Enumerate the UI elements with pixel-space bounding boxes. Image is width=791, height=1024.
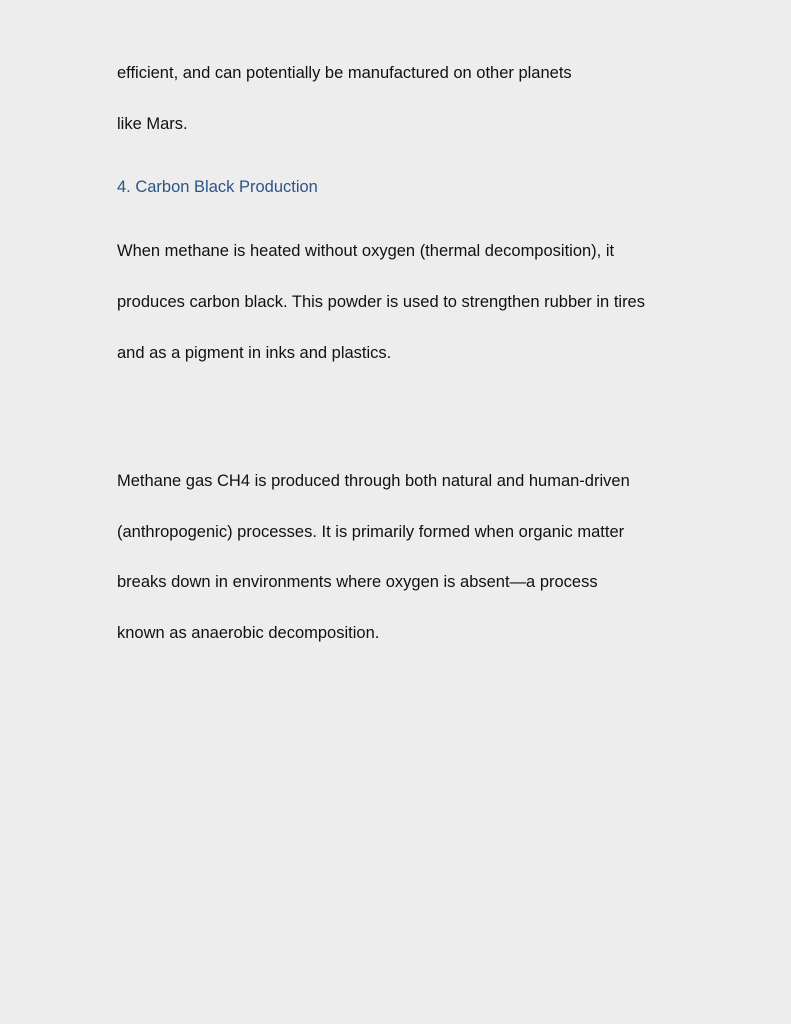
section-heading: 4. Carbon Black Production [117, 178, 318, 196]
paragraph-line: Methane gas CH4 is produced through both natural and human-driven [117, 472, 630, 490]
paragraph-line: like Mars. [117, 115, 188, 133]
paragraph-line: produces carbon black. This powder is used to strengthen rubber in tires [117, 293, 645, 311]
paragraph-line: known as anaerobic decomposition. [117, 624, 380, 642]
paragraph-line: (anthropogenic) processes. It is primarily formed when organic matter [117, 523, 625, 541]
paragraph-line: efficient, and can potentially be manufactured on other planets [117, 64, 572, 82]
paragraph-line: breaks down in environments where oxygen is absent—a process [117, 573, 598, 591]
paragraph-line: When methane is heated without oxygen (thermal decomposition), it [117, 242, 615, 260]
paragraph-line: and as a pigment in inks and plastics. [117, 344, 392, 362]
